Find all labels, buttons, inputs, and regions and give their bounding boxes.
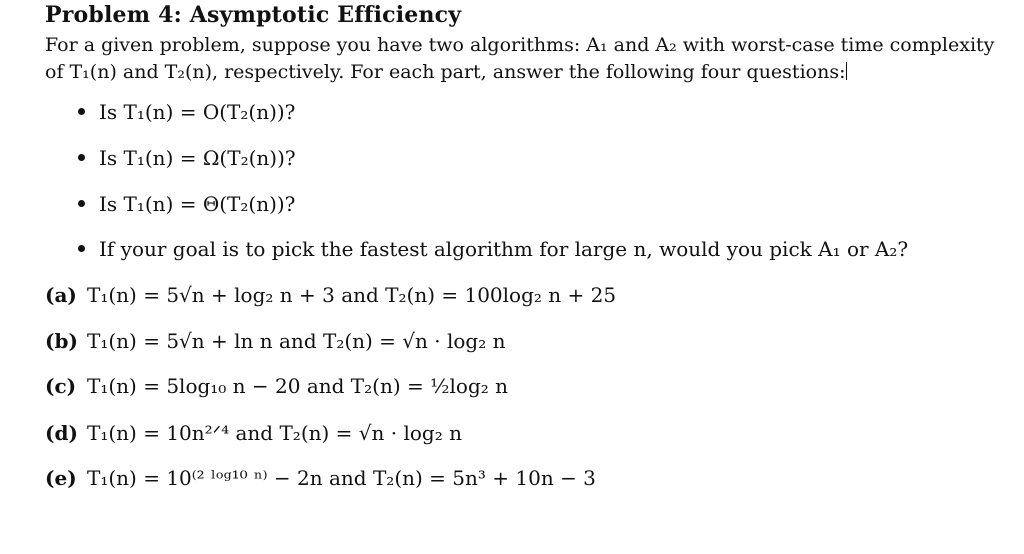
- question-text: If your goal is to pick the fastest algorithm for large n, would you pick A₁ or A₂?: [99, 237, 909, 261]
- intro-line-1: For a given problem, suppose you have two algorithms: A₁ and A₂ with worst-case time complexity: [45, 34, 995, 56]
- bullet-icon: [78, 245, 85, 252]
- question-text: Is T₁(n) = Ω(T₂(n))?: [99, 146, 296, 170]
- problem-title: Problem 4: Asymptotic Efficiency: [45, 2, 462, 28]
- intro-line-2-text: of T₁(n) and T₂(n), respectively. For each part, answer the following four questions:: [45, 61, 846, 83]
- problem-intro: [45, 32, 1005, 86]
- part-label: (e): [45, 466, 77, 490]
- part-label: (d): [45, 421, 78, 445]
- bullet-icon: [78, 154, 85, 161]
- question-item: [78, 100, 295, 124]
- intro-line-2: [45, 59, 1005, 86]
- text-cursor: [846, 62, 847, 80]
- question-item: [78, 192, 295, 216]
- part-text: T₁(n) = 10⁽² ˡᵒᵍ¹⁰ ⁿ⁾ − 2n and T₂(n) = 5n³ + 10n − 3: [87, 466, 596, 490]
- part-text: T₁(n) = 10n²ᐟ⁴ and T₂(n) = √n · log₂ n: [87, 421, 462, 445]
- question-item: [78, 237, 908, 261]
- part-label: (a): [45, 283, 77, 307]
- part-item: [45, 466, 596, 490]
- part-label: (b): [45, 329, 78, 353]
- bullet-icon: [78, 108, 85, 115]
- question-text: Is T₁(n) = O(T₂(n))?: [99, 100, 296, 124]
- part-item: [45, 329, 506, 353]
- part-item: [45, 421, 462, 445]
- question-text: Is T₁(n) = Θ(T₂(n))?: [99, 192, 296, 216]
- part-text: T₁(n) = 5√n + ln n and T₂(n) = √n · log₂ n: [87, 329, 506, 353]
- part-item: [45, 374, 508, 398]
- part-text: T₁(n) = 5√n + log₂ n + 3 and T₂(n) = 100log₂ n + 25: [87, 283, 617, 307]
- part-label: (c): [45, 374, 77, 398]
- part-item: [45, 283, 616, 307]
- question-item: [78, 146, 296, 170]
- bullet-icon: [78, 200, 85, 207]
- part-text: T₁(n) = 5log₁₀ n − 20 and T₂(n) = ½log₂ n: [87, 374, 508, 398]
